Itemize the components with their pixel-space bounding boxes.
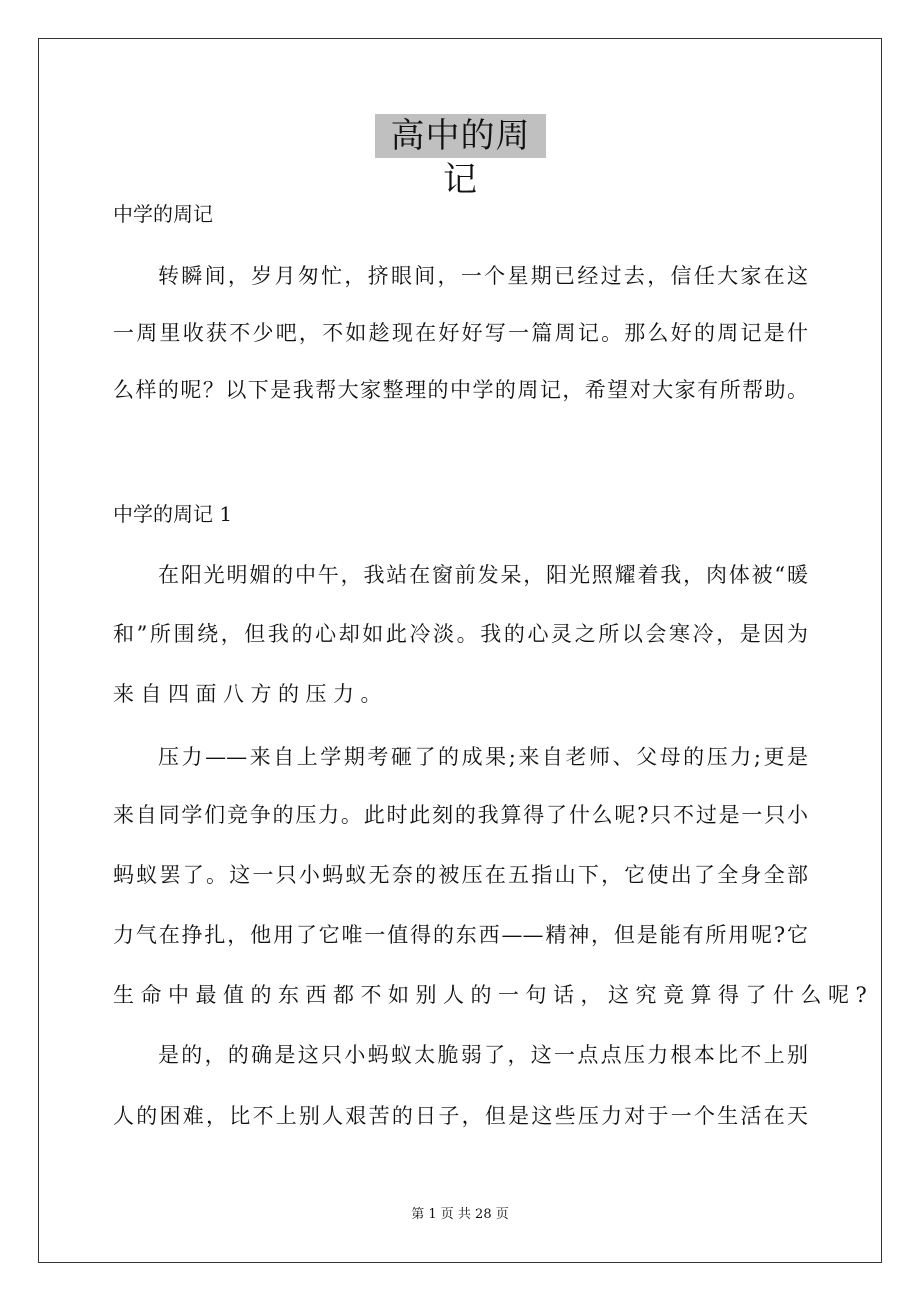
paragraph-line: 蚂蚁罢了。这一只小蚂蚁无奈的被压在五指山下，它使出了全身全部 xyxy=(113,863,808,887)
paragraph-line: 和”所围绕，但我的心却如此冷淡。我的心灵之所以会寒冷，是因为 xyxy=(113,622,808,646)
section-heading: 中学的周记 xyxy=(113,202,213,226)
paragraph-line: 来自同学们竞争的压力。此时此刻的我算得了什么呢?只不过是一只小 xyxy=(113,803,808,827)
section-heading: 中学的周记 1 xyxy=(113,502,233,526)
paragraph-line: 力气在挣扎，他用了它唯一值得的东西——精神，但是能有所用呢?它 xyxy=(113,923,808,947)
paragraph-line: 生命中最值的东西都不如别人的一句话，这究竟算得了什么呢? xyxy=(113,983,874,1007)
page-number-footer: 第 1 页 共 28 页 xyxy=(411,1207,509,1222)
paragraph-line: 转瞬间，岁月匆忙，挤眼间，一个星期已经过去，信任大家在这 xyxy=(158,264,808,288)
paragraph-line: 压力——来自上学期考砸了的成果;来自老师、父母的压力;更是 xyxy=(158,745,808,769)
paragraph-line: 是的，的确是这只小蚂蚁太脆弱了，这一点点压力根本比不上别 xyxy=(158,1043,808,1067)
paragraph-line: 在阳光明媚的中午，我站在窗前发呆，阳光照耀着我，肉体被“暖 xyxy=(158,563,808,587)
document-title: 高中的周记 xyxy=(375,114,546,158)
paragraph-line: 人的困难，比不上别人艰苦的日子，但是这些压力对于一个生活在天 xyxy=(113,1104,808,1128)
paragraph-line: 来自四面八方的压力。 xyxy=(113,682,388,706)
paragraph-line: 一周里收获不少吧，不如趁现在好好写一篇周记。那么好的周记是什 xyxy=(113,321,808,345)
paragraph-line: 么样的呢？以下是我帮大家整理的中学的周记，希望对大家有所帮助。 xyxy=(113,378,808,402)
